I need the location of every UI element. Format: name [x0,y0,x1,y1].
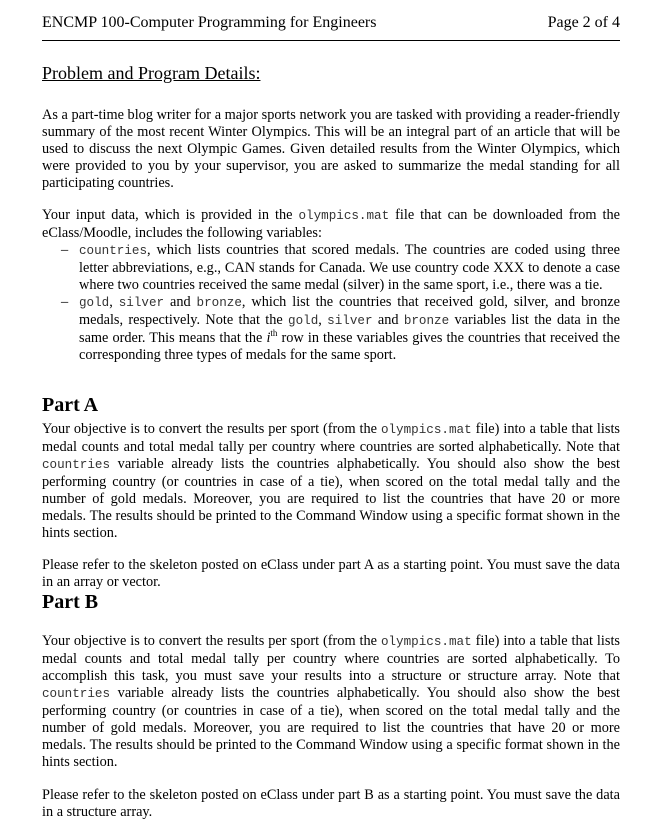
part-b-note: Please refer to the skeleton posted on eClass under part B as a starting point. You must save the data in a structure array. [42,787,620,820]
var-countries: countries [79,244,148,258]
input-lead: Your input data, which is provided in the olympics.mat file that can be downloaded from the eClass/Moodle, includes the following variables: [42,207,620,241]
var-countries: countries [42,687,111,701]
part-b-paragraph: Your objective is to convert the results per sport (from the olympics.mat file) into a table that lists medal counts and total medal tally per country where countries are sorted alphabetically. To accomplish this task, you must save your results into a structure or structure array. Note that countries variable already lists the countries alphabetically. You should also show the best performing country (or countries in case of a tie), when scored on the total medal tally and the number of gold medals. Moreover, you are required to list the countries that have 20 or more medals. The results should be printed to the Command Window using a specific format shown in the hints section. [42,633,620,770]
course-title: ENCMP 100-Computer Programming for Engineers [42,14,377,31]
index-i: i [266,330,271,346]
list-item: – countries, which lists countries that scored medals. The countries are coded using three letter abbreviations, e.g., CAN stands for Canada. We use country code XXX to denote a case where two countries received the same medal (silver) in the same sport, i.e., there was a tie. [61,242,620,293]
part-a-note: Please refer to the skeleton posted on eClass under part A as a starting point. You must save the data in an array or vector. [42,557,620,590]
var-gold: gold [79,296,110,310]
page-number: Page 2 of 4 [547,14,620,31]
page-header [42,14,620,41]
part-a-heading: Part A [42,394,99,416]
section-title: Problem and Program Details: [42,63,261,83]
part-b-heading: Part B [42,591,99,613]
var-silver: silver [118,296,165,310]
dash-bullet: – [61,294,69,310]
file-name: olympics.mat [298,209,390,223]
list-item: – gold, silver and bronze, which list the countries that received gold, silver, and bronze medals, respectively. Note that the gold, silver and bronze variables list the data in the same order. This means that the $i^{th}$ row in these variables gives the countries that received the corresponding three types of medals for the same sport. [61,294,620,363]
part-a-paragraph: Your objective is to convert the results per sport (from the olympics.mat file) into a table that lists medal counts and total medal tally per country where countries are sorted alphabetically. Note that countries variable already lists the countries alphabetically. You should also show the best performing country (or countries in case of a tie), when scored on the total medal tally and the number of gold medals. Moreover, you are required to list the countries that have 20 or more medals. The results should be printed to the Command Window using a specific format shown in the hints section. [42,421,620,541]
dash-bullet: – [61,242,69,258]
var-bronze: bronze [196,296,242,310]
intro-paragraph: As a part-time blog writer for a major sports network you are tasked with providing a reader-friendly summary of the most recent Winter Olympics. This will be an integral part of an article that will be used to discuss the next Olympic Games. Given detailed results from the Winter Olympics, which were provided to you by your supervisor, you are asked to summarize the medal standing for all participating countries. [42,107,620,191]
file-name: olympics.mat [380,635,472,649]
input-data-block [42,207,620,364]
file-name: olympics.mat [380,423,472,437]
var-countries: countries [42,458,111,472]
variable-list [42,242,620,364]
